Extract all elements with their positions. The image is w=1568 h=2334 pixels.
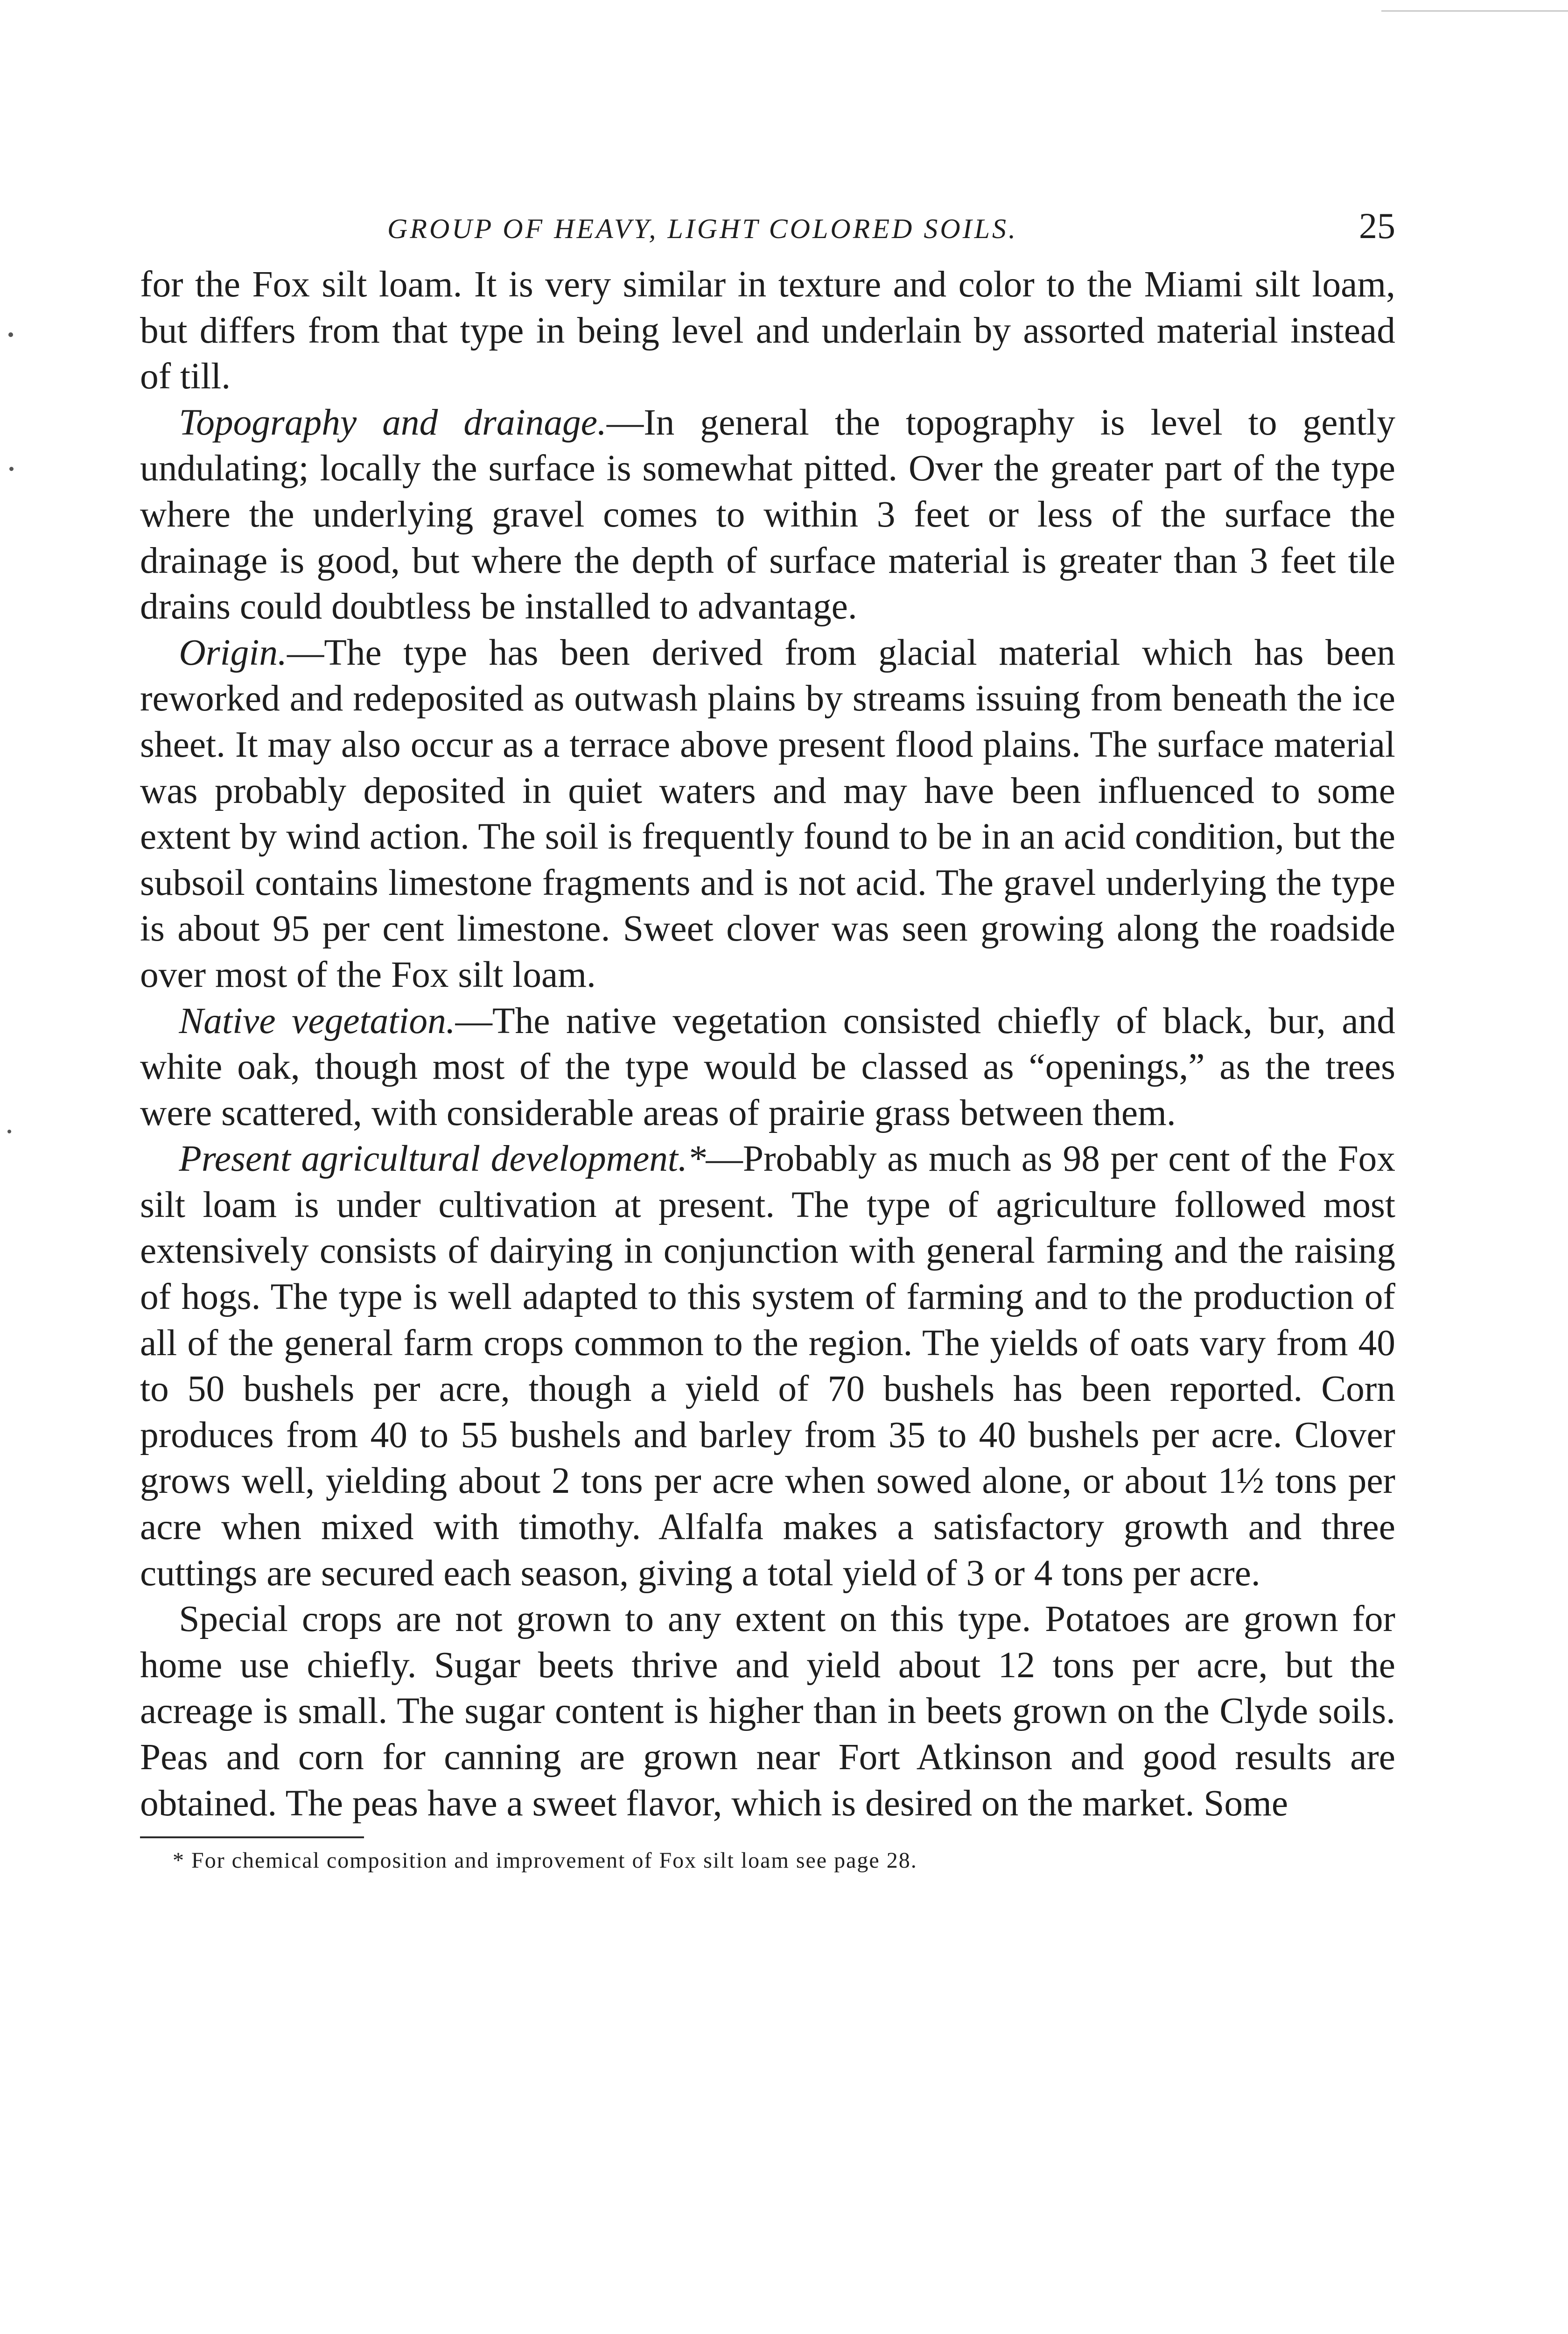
paragraph-text: —The native vegetation consisted chiefly of black, bur, and white oak, though most of the type would be classed as “openings,” as the trees were scattered, with considerable areas of prairie grass between them. — [140, 1000, 1395, 1133]
paragraph-native-vegetation — [140, 998, 1395, 1136]
scan-speck — [9, 467, 14, 471]
document-page — [140, 196, 1395, 1879]
paragraph-special-crops — [140, 1596, 1395, 1826]
paragraph-text: —In general the topography is level to gently undulating; locally the surface is somewhat pitted. Over the greater part of the type where the underlying gravel comes to within 3 feet or less of the surface the drainage is good, but where the depth of surface material is greater than 3 feet tile drains could doubtless be installed to advantage. — [140, 401, 1395, 627]
paragraph-agricultural-development — [140, 1136, 1395, 1596]
paragraph-origin — [140, 630, 1395, 998]
footnote: * For chemical composition and improvement of Fox silt loam see page 28. — [173, 1848, 917, 1873]
paragraph-text: —Probably as much as 98 per cent of the Fox silt loam is under cultivation at present. The type of agriculture followed most extensively consists of dairying in conjunction with general farming and the raising of hogs. The type is well adapted to this system of farming and to the production of all of the general farm crops common to the region. The yields of oats vary from 40 to 50 bushels per acre, though a yield of 70 bushels has been reported. Corn produces from 40 to 55 bushels and barley from 35 to 40 bushels per acre. Clover grows well, yielding about 2 tons per acre when sowed alone, or about 1½ tons per acre when mixed with timothy. Alfalfa makes a satisfactory growth and three cuttings are secured each season, giving a total yield of 3 or 4 tons per acre. — [140, 1138, 1396, 1594]
paragraph-topography — [140, 400, 1395, 630]
scan-speck — [8, 332, 13, 337]
paragraph-lead: Present agricultural development.* — [179, 1138, 706, 1180]
paragraph-text: for the Fox silt loam. It is very similar in texture and color to the Miami silt loam, but differs from that type in being level and underlain by assorted material instead of till. — [140, 264, 1395, 397]
paragraph-text: Special crops are not grown to any extent on this type. Potatoes are grown for home use chiefly. Sugar beets thrive and yield about 12 tons per acre, but the acreage is small. The sugar content is higher than in beets grown on the Clyde soils. Peas and corn for canning are grown near Fort Atkinson and good results are obtained. The peas have a sweet flavor, which is desired on the market. Some — [140, 1598, 1395, 1824]
page-number: 25 — [1359, 205, 1395, 246]
paragraph-lead: Native vegetation. — [179, 1000, 455, 1041]
running-head: GROUP OF HEAVY, LIGHT COLORED SOILS. — [387, 213, 1018, 244]
scan-edge-rule — [1381, 10, 1568, 12]
body-text — [140, 261, 1395, 1826]
paragraph-text: —The type has been derived from glacial material which has been reworked and redeposited as outwash plains by streams issuing from beneath the ice sheet. It may also occur as a terrace above present flood plains. The surface material was probably deposited in quiet waters and may have been influenced to some extent by wind action. The soil is frequently found to be in an acid condition, but the subsoil contains limestone fragments and is not acid. The gravel underlying the type is about 95 per cent limestone. Sweet clover was seen growing along the roadside over most of the Fox silt loam. — [140, 632, 1395, 995]
paragraph-continuation — [140, 261, 1395, 400]
footnote-divider — [140, 1836, 364, 1838]
page-header — [140, 196, 1395, 261]
paragraph-lead: Topography and drainage. — [179, 401, 607, 443]
paragraph-lead: Origin. — [179, 632, 287, 673]
scan-speck — [7, 1130, 11, 1133]
